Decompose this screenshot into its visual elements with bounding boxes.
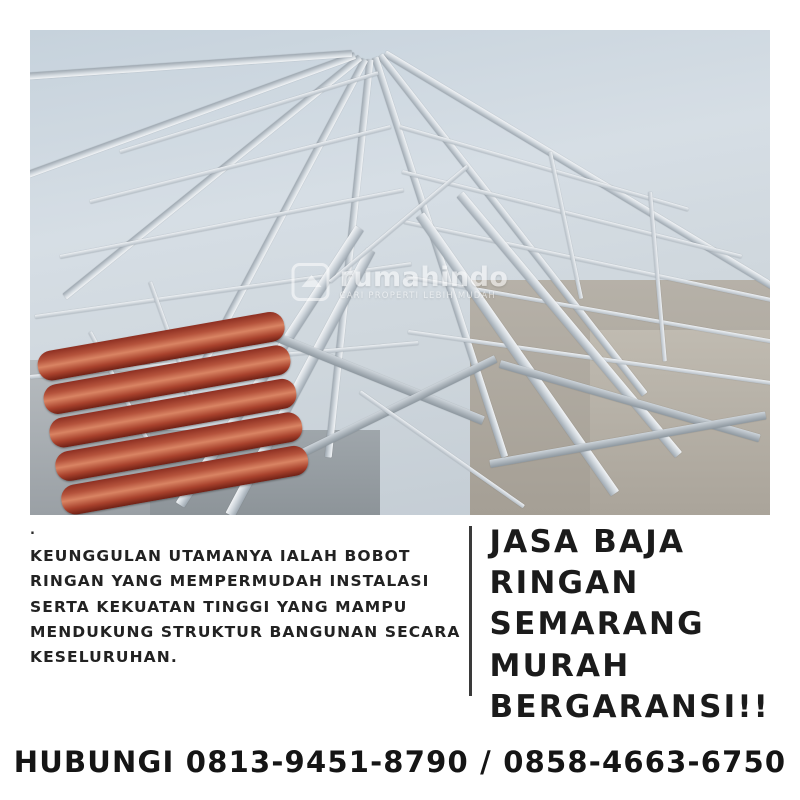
bullet-marker: . [30,523,36,538]
watermark [292,263,509,301]
watermark-tagline: CARI PROPERTI LEBIH MUDAH [339,290,496,301]
watermark-brand: rumahindo [339,261,509,293]
hero-photo [30,30,770,515]
content-row [30,518,770,733]
vertical-divider [469,526,472,696]
benefit-paragraph: KEUNGGULAN UTAMANYA IALAH BOBOT RINGAN YANG MEMPERMUDAH INSTALASI SERTA KEKUATAN TINGGI YANG MAMPU MENDUKUNG STRUKTUR BANGUNAN SECARA KESELURUHAN. [30,547,461,666]
house-logo-icon [292,263,330,301]
benefit-column [30,518,461,733]
headline-column [490,518,770,733]
headline-text: JASA BAJA RINGAN SEMARANG MURAH BERGARANSI!! [489,524,771,725]
contact-line: HUBUNGI 0813-9451-8790 / 0858-4663-6750 [13,745,787,779]
